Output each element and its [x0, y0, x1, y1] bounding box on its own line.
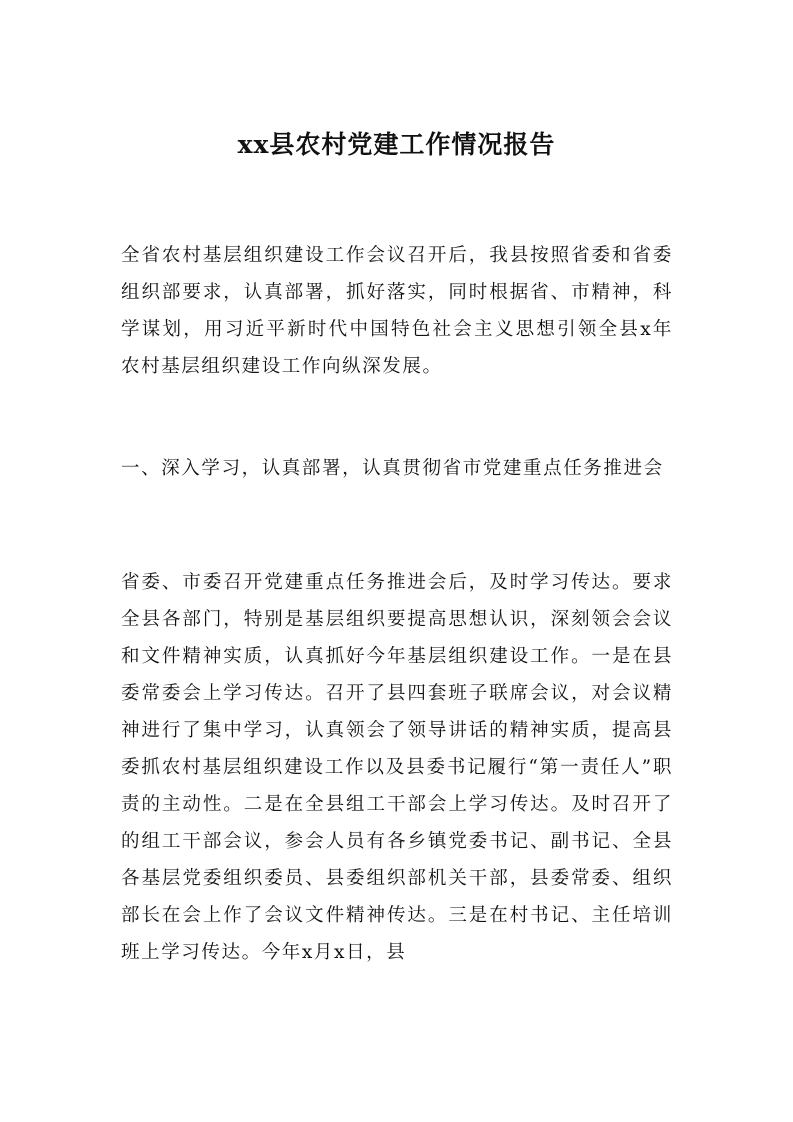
section-heading: 一、深入学习，认真部署，认真贯彻省市党建重点任务推进会 — [121, 458, 664, 479]
section-body-paragraph: 省委、市委召开党建重点任务推进会后，及时学习传达。要求全县各部门，特别是基层组织要提高思想认识，深刻领会会议和文件精神实质，认真抓好今年基层组织建设工作。一是在县委常委会上学习传达。召开了县四套班子联席会议，对会议精神进行了集中学习，认真领会了领导讲话的精神实质，提高县委抓农村基层组织建设工作以及县委书记履行“第一责任人”职责的主动性。二是在全县组工干部会上学习传达。及时召开了的组工干部会议，参会人员有各乡镇党委书记、副书记、全县各基层党委组织委员、县委组织部机关干部，县委常委、组织部长在会上作了会议文件精神传达。三是在村书记、主任培训班上学习传达。今年x月x日，县 — [121, 572, 673, 963]
intro-paragraph: 全省农村基层组织建设工作会议召开后，我县按照省委和省委组织部要求，认真部署，抓好落实，同时根据省、市精神，科学谋划，用习近平新时代中国特色社会主义思想引领全县x年农村基层组织建设工作向纵深发展。 — [121, 245, 673, 377]
document-title: xx县农村党建工作情况报告 — [237, 130, 556, 159]
